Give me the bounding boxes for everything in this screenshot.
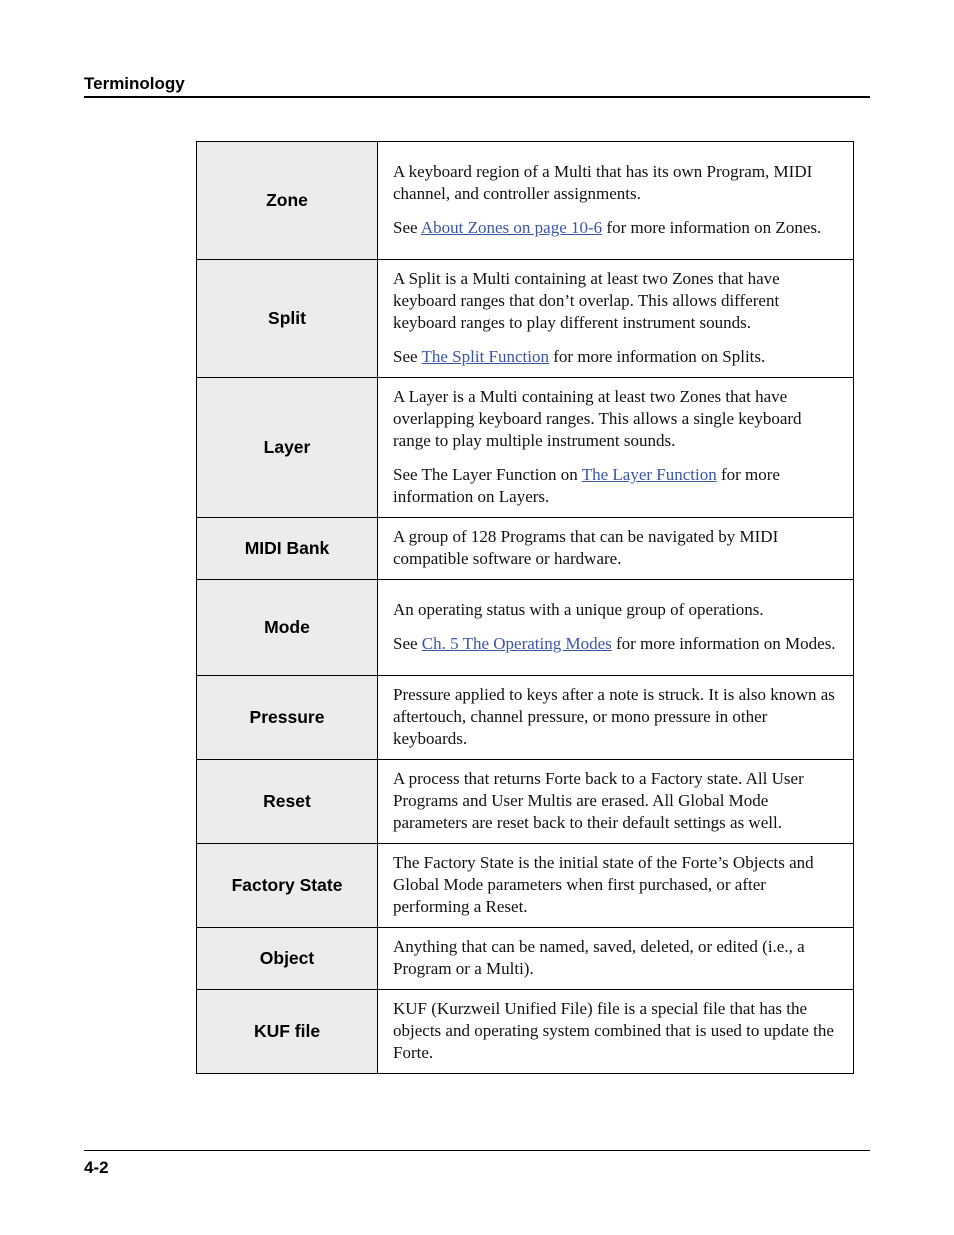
definition-text: The Factory State is the initial state of the Forte’s Objects and Global Mode parameters when first purchased, or after performing a Reset. — [393, 853, 814, 916]
term-cell: Pressure — [197, 676, 378, 760]
table-row — [197, 580, 854, 676]
definition-cell — [378, 990, 854, 1074]
table-row — [197, 378, 854, 518]
definition-text: A process that returns Forte back to a Factory state. All User Programs and User Multis are erased. All Global Mode parameters are reset back to their default settings as well. — [393, 769, 804, 832]
table-row — [197, 142, 854, 260]
table-row — [197, 260, 854, 378]
definition-text: A Layer is a Multi containing at least two Zones that have overlapping keyboard ranges. This allows a single keyboard range to play multiple instrument sounds. — [393, 387, 802, 450]
reference-prefix: See The Layer Function on — [393, 465, 582, 484]
definition-text: A Split is a Multi containing at least two Zones that have keyboard ranges that don’t overlap. This allows different keyboard ranges to play different instrument sounds. — [393, 269, 780, 332]
term-cell: Zone — [197, 142, 378, 260]
term-cell: Split — [197, 260, 378, 378]
definition-cell — [378, 676, 854, 760]
definition-cell — [378, 760, 854, 844]
definition-text: A keyboard region of a Multi that has its own Program, MIDI channel, and controller assignments. — [393, 162, 813, 203]
cross-reference-link[interactable]: Ch. 5 The Operating Modes — [421, 634, 612, 653]
table-row — [197, 760, 854, 844]
definition-cell — [378, 260, 854, 378]
terminology-table — [196, 141, 854, 1074]
reference-prefix: See — [393, 634, 422, 653]
definition-cell — [378, 844, 854, 928]
definition-cell — [378, 928, 854, 990]
reference-suffix: for more information on Splits. — [549, 347, 766, 366]
definition-text: KUF (Kurzweil Unified File) file is a special file that has the objects and operating system combined that is used to update the Forte. — [393, 999, 834, 1062]
term-cell: Object — [197, 928, 378, 990]
definition-cell — [378, 142, 854, 260]
header-divider — [84, 96, 870, 98]
definition-text: Anything that can be named, saved, deleted, or edited (i.e., a Program or a Multi). — [393, 937, 805, 978]
table-row — [197, 928, 854, 990]
term-cell: MIDI Bank — [197, 518, 378, 580]
definition-text: A group of 128 Programs that can be navigated by MIDI compatible software or hardware. — [393, 527, 779, 568]
reference-prefix: See — [393, 347, 422, 366]
reference-text — [393, 346, 841, 368]
footer-divider — [84, 1150, 870, 1151]
term-cell: Reset — [197, 760, 378, 844]
table-row — [197, 676, 854, 760]
definition-text: An operating status with a unique group of operations. — [393, 600, 764, 619]
table-row — [197, 518, 854, 580]
reference-prefix: See — [393, 218, 421, 237]
definition-cell — [378, 378, 854, 518]
reference-text — [393, 464, 841, 508]
cross-reference-link[interactable]: The Layer Function — [581, 465, 717, 484]
cross-reference-link[interactable]: About Zones on page 10-6 — [420, 218, 603, 237]
term-cell: Layer — [197, 378, 378, 518]
reference-text — [393, 217, 841, 239]
term-cell: KUF file — [197, 990, 378, 1074]
reference-text — [393, 633, 841, 655]
definition-cell — [378, 518, 854, 580]
page-number: 4-2 — [84, 1158, 109, 1177]
table-row — [197, 844, 854, 928]
definition-text: Pressure applied to keys after a note is struck. It is also known as aftertouch, channel pressure, or mono pressure in other keyboards. — [393, 685, 835, 748]
term-cell: Mode — [197, 580, 378, 676]
cross-reference-link[interactable]: The Split Function — [421, 347, 549, 366]
reference-suffix: for more information on Zones. — [602, 218, 822, 237]
definition-cell — [378, 580, 854, 676]
reference-suffix: for more information on Layers. — [393, 465, 780, 506]
term-cell: Factory State — [197, 844, 378, 928]
table-row — [197, 990, 854, 1074]
page-header-title: Terminology — [84, 74, 185, 93]
reference-suffix: for more information on Modes. — [611, 634, 836, 653]
